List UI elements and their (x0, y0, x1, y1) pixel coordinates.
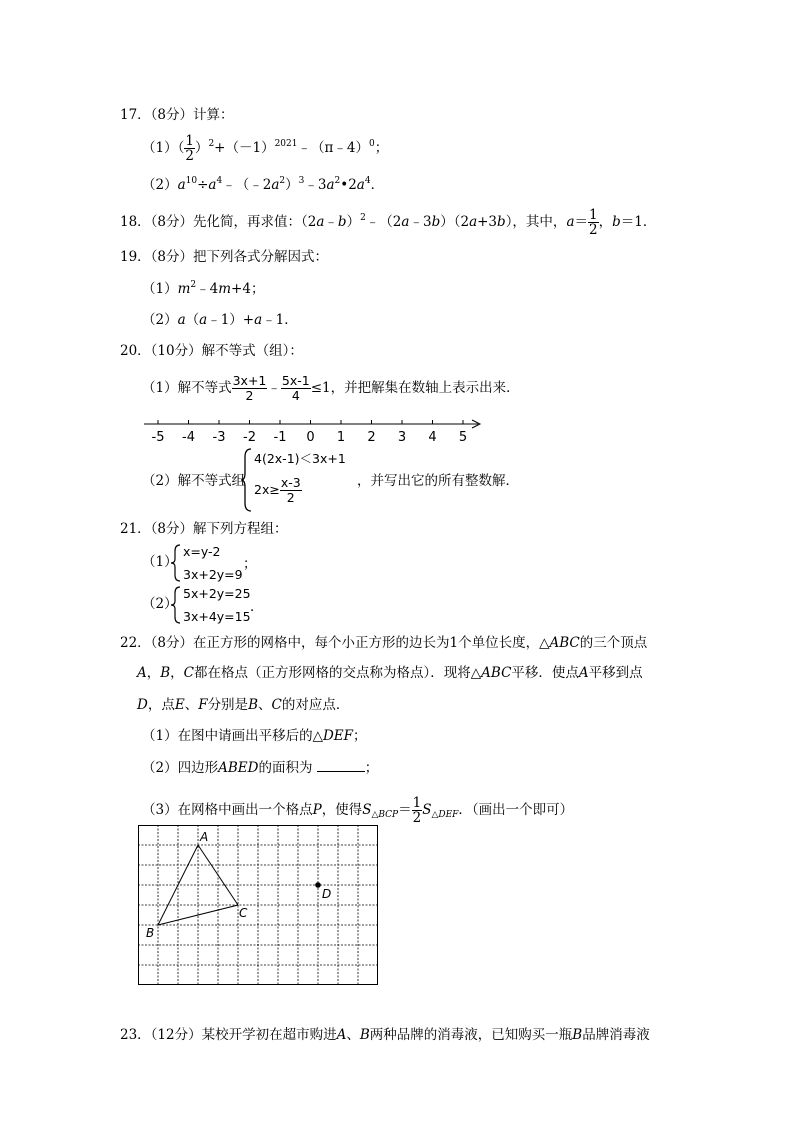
q23-line: 23．（12分）某校开学初在超市购进A、B两种品牌的消毒液，已知购买一瓶B品牌消毒液 (120, 1027, 650, 1043)
answer-blank[interactable] (317, 759, 365, 772)
number-line-tick-label: 1 (336, 430, 346, 445)
q19-part2: （2）a（a﹣1）+a﹣1． (142, 312, 298, 328)
label-b: B (146, 926, 155, 940)
q22-part3: （3）在网格中画出一个格点P，使得$S_{\triangle BCP}=$ $\frac{1}{2}$ $S_{\triangle DEF}$．（画出一个即可） (142, 795, 574, 826)
q21-part2-prefix: （2） (142, 596, 178, 612)
grid-figure (138, 825, 380, 987)
q20-system-line2: 2x≥ $\frac{x-3}{2}$ (254, 475, 301, 505)
label-c: C (239, 906, 248, 920)
q22-line3: D，点E、F分别是B、C的对应点． (137, 697, 350, 713)
number-line-tick-label: -1 (273, 430, 287, 445)
q17-heading: 17．（8分）计算： (120, 107, 234, 123)
point-d (315, 882, 321, 888)
number-line-tick-label: 3 (397, 430, 407, 445)
left-brace (240, 447, 254, 513)
left-brace (170, 543, 182, 583)
number-line (140, 414, 490, 446)
q18-line: 18．（8分）先化简，再求值：（2a﹣b）$^2$﹣（2a﹣3b）（2a+3b），其中，a＝ $\frac{1}{2}$ ，b＝1． (120, 207, 657, 238)
label-a: A (200, 830, 209, 844)
q20-heading: 20．（10分）解不等式（组）： (120, 343, 303, 359)
q17-part1: （1）（ $\frac{1}{2}$ ）$^2+(-1)^{2021}﹣(\pi﹣4)^0$； (142, 133, 389, 164)
q21-part1-eq2: 3x+2y=9 (183, 567, 243, 582)
number-line-tick-label: 4 (428, 430, 437, 445)
q20-part2-prefix: （2）解不等式组 (142, 473, 246, 489)
q19-part1: $(1)m^2﹣4m+4$； (142, 280, 265, 297)
q21-part1-eq1: x=y-2 (183, 544, 221, 559)
q21-part2-eq1: 5x+2y=25 (183, 586, 251, 601)
q22-part1: （1）在图中请画出平移后的△DEF； (142, 728, 367, 744)
number-line-tick-label: 5 (458, 430, 468, 445)
number-line-tick-label: 2 (367, 430, 376, 445)
label-d: D (322, 887, 332, 901)
q20-part2-suffix: ，并写出它的所有整数解． (357, 473, 519, 489)
q22-line2: A，B，C都在格点（正方形网格的交点称为格点）．现将△ABC平移．使点A平移到点 (137, 665, 643, 681)
q21-part1-prefix: （1） (142, 554, 178, 570)
q20-system-line1: 4(2x-1)＜3x+1 (254, 451, 346, 466)
q17-part2: $(2)a^{10}\div a^4﹣(﹣2a^2)^3﹣3a^2•2a^4$． (142, 176, 385, 193)
number-line-tick-label: -3 (212, 430, 226, 445)
q21-part2-end: ． (250, 599, 264, 615)
q19-heading: 19．（8分）把下列各式分解因式： (120, 249, 329, 265)
q21-part2-eq2: 3x+4y=15 (183, 609, 251, 624)
number-line-tick-label: -4 (182, 430, 195, 445)
q20-part1: （1）解不等式 $\frac{3x+1}{2}$ ﹣ $\frac{5x-1}{4}$ ≤1，并把解集在数轴上表示出来． (142, 373, 520, 403)
q21-part1-end: ； (243, 556, 257, 572)
q22-part2: （2）四边形ABED的面积为 ； (142, 760, 379, 776)
q21-heading: 21．（8分）解下列方程组： (120, 521, 288, 537)
left-brace (170, 585, 182, 625)
q22-line1: 22．（8分）在正方形的网格中，每个小正方形的边长为1个单位长度，△ABC的三个顶点 (120, 635, 648, 651)
number-line-tick-label: -5 (151, 430, 165, 445)
number-line-tick-label: 0 (306, 430, 315, 445)
number-line-tick-label: -2 (243, 430, 256, 445)
